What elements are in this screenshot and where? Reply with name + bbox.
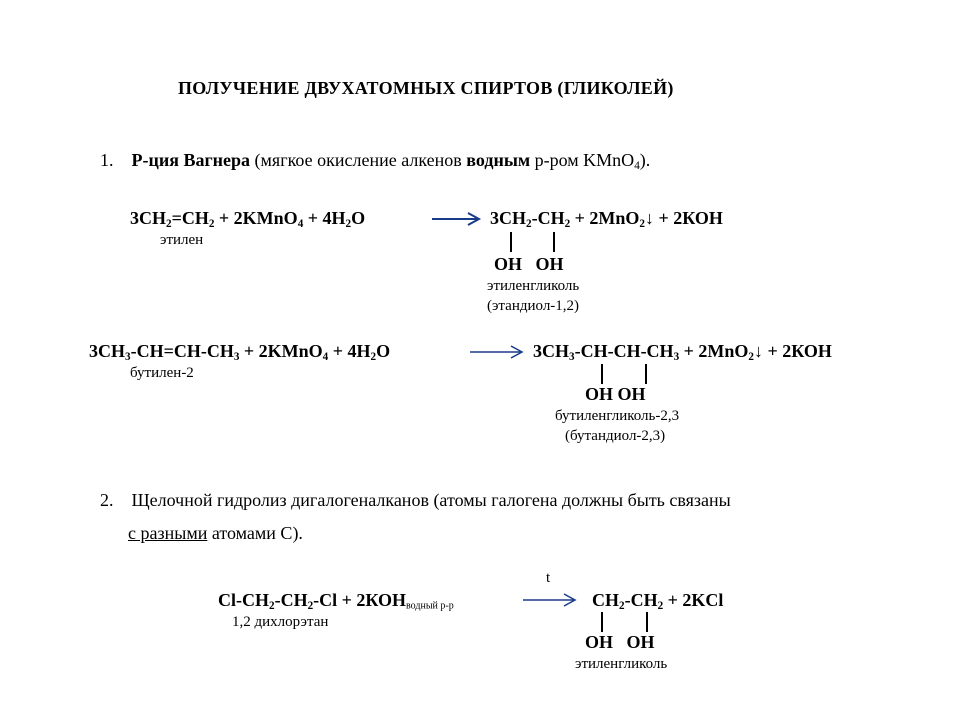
reaction2-oh-groups: ОН ОН [585, 384, 646, 404]
section1-desc-after: р-ром KMnO [530, 150, 635, 170]
reaction1-products: $3СН_2-СН_2$ + 2MnO$_2$↓ + 2КОН [490, 208, 723, 230]
section2-header [100, 490, 731, 511]
reaction2-product-label: бутиленгликоль-2,3 [555, 408, 680, 424]
section1-name: Р-ция Вагнера [131, 150, 251, 170]
section2-line2 [128, 523, 303, 544]
section1-desc-sub: 4 [634, 159, 640, 172]
reaction1-oh-groups: ОН ОН [494, 254, 564, 274]
reaction2-reactant-label: бутилен-2 [130, 365, 194, 381]
reaction1-bond-2 [553, 232, 555, 252]
reaction1-reactants: $3СН_2=СН_2$ + 2KMnO$_4$ + $4H_2O$ [130, 208, 366, 230]
reaction3-reactants: $Cl-СН_2-СН_2-Cl + 2КОН_{водный р-р}$ [218, 590, 454, 612]
reaction2-arrow-icon [470, 345, 525, 359]
reaction1-product-label: этиленгликоль [487, 278, 580, 294]
reaction3-condition: t [546, 570, 551, 586]
reaction2-product-name: (бутандиол-2,3) [565, 428, 666, 444]
reaction3-product-label: этиленгликоль [575, 656, 668, 672]
reaction3-bond-1 [601, 612, 603, 632]
section1-number: 1. [100, 150, 114, 170]
reaction2-bond-1 [601, 364, 603, 384]
reaction2-bond-2 [645, 364, 647, 384]
section1-header [100, 150, 650, 171]
reaction1-bond-1 [510, 232, 512, 252]
section1-desc-end: ). [639, 150, 651, 170]
reaction3-oh-groups: ОН ОН [585, 632, 655, 652]
section2-line1: Щелочной гидролиз дигалогеналканов (атомы галогена должны быть связаны [131, 490, 731, 510]
reaction3-arrow-icon [523, 593, 578, 607]
reaction3-bond-2 [646, 612, 648, 632]
reaction2-products: $3СН_3-СН-СН-СН_3$ + 2MnO$_2$↓ + 2КОН [533, 341, 832, 363]
reaction1-arrow-icon [432, 212, 482, 226]
reaction2-reactants: $3СН_3-СН=СН-СН_3$ + 2KMnO$_4$ + $4H_2O$ [89, 341, 391, 363]
section2-underlined: с разными [128, 523, 208, 543]
section1-desc: (мягкое окисление алкенов [250, 150, 467, 170]
page-title: ПОЛУЧЕНИЕ ДВУХАТОМНЫХ СПИРТОВ (ГЛИКОЛЕЙ) [178, 78, 674, 98]
reaction1-product-name: (этандиол-1,2) [487, 298, 580, 314]
reaction3-reactant-label: 1,2 дихлорэтан [232, 614, 329, 630]
section1-desc-bold: водным [466, 150, 531, 170]
section2-line2-rest: атомами С). [207, 523, 303, 543]
reaction3-products: $СН_2-СН_2 + 2KCl$ [592, 590, 724, 612]
reaction3-reagent-sub: водный р-р [406, 600, 454, 612]
reaction1-reactant-label: этилен [160, 232, 204, 248]
section2-number: 2. [100, 490, 114, 510]
